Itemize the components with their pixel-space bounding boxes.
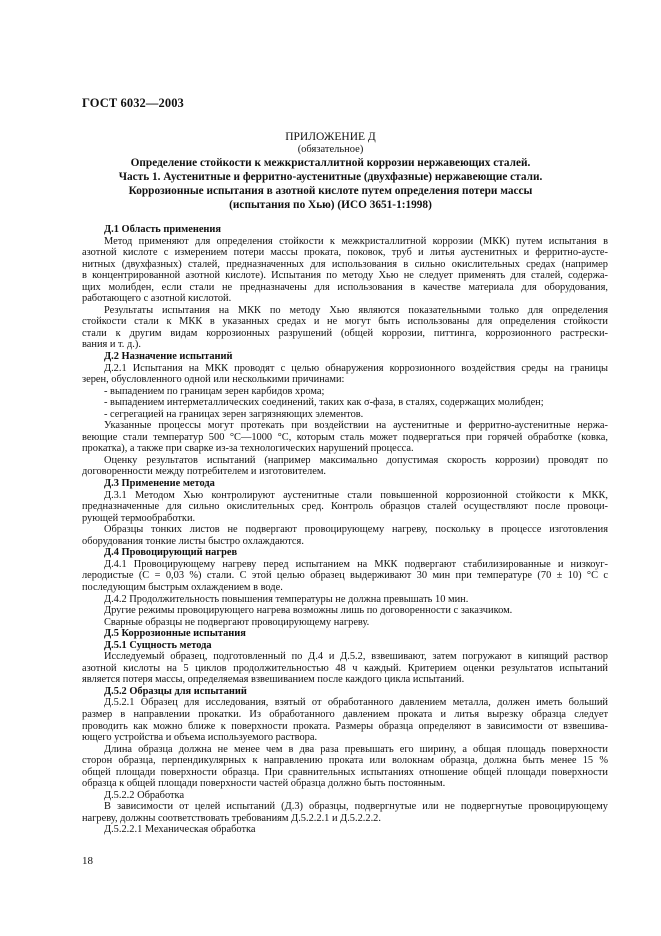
text-line: стали к другим видам коррозионных разрушений (общей коррозии, питтинга, коррозионного растрески-	[82, 327, 608, 339]
text-line: Д.5.2.1 Образец для исследования, взятый от обработанного давлением металла, должен иметь больший	[104, 697, 608, 709]
text-line: образца к общей площади поверхности частей образца должно быть постоянным.	[82, 778, 446, 790]
text-line: Д.4.1 Провоцирующему нагреву перед испытанием на МКК подвергают стабилизированные и низкоуг-	[104, 558, 608, 570]
section-heading: Д.1 Область применения	[104, 224, 222, 235]
text-line: Указанные процессы могут протекать при воздействии на аустенитные и ферритно-аустенитные нержа-	[104, 420, 608, 432]
text-line: зерен, обусловленного одной или несколькими причинами:	[82, 374, 345, 386]
section-heading: Д.5.2 Образцы для испытаний	[104, 685, 247, 697]
section-heading: Д.5 Коррозионные испытания	[104, 628, 246, 640]
text-line: леродистые (С = 0,03 %) стали. С этой целью образец выдерживают 30 мин при температуре (70 ± 10) °С с	[82, 570, 608, 582]
text-line: - выпадением по границам зерен карбидов хрома;	[104, 385, 325, 397]
text-line: Оценку результатов испытаний (например максимально допустимая скорость коррозии) проводят по	[104, 454, 608, 466]
title-line: Коррозионные испытания в азотной кислоте путем определения потери массы	[128, 185, 533, 197]
text-line: Результаты испытания на МКК по методу Хью являются показательными только для определения	[104, 304, 608, 316]
text-line: нитных (двухфазных) сталей, предназначенных для использования в сильно окислительных средах (например	[82, 258, 608, 270]
text-line: является потеря массы, определяемая взвешиванием после каждого цикла испытаний.	[82, 674, 465, 686]
text-line: Другие режимы провоцирующего нагрева возможны лишь по договоренности с заказчиком.	[104, 605, 513, 617]
text-line: сторон образца, перпендикулярных к направлению проката или волокнам образца, должна быть менее 15 %	[82, 755, 608, 767]
text-line: стойкости стали к МКК в указанных средах и не могут быть использованы для определения стойкости	[82, 316, 608, 328]
text-line: Д.4.2 Продолжительность повышения температуры не должна превышать 10 мин.	[104, 593, 469, 605]
text-line: размер в направлении прокатки. Из обработанного давлением проката и литья вырезку образца следует	[82, 708, 608, 720]
text-line: - выпадением интерметаллических соединений, таких как σ-фаза, в сталях, содержащих молибден;	[104, 397, 544, 409]
text-line: Д.5.2.2 Обработка	[104, 789, 185, 801]
section-heading: Д.4 Провоцирующий нагрев	[104, 547, 238, 559]
title-line: Определение стойкости к межкристаллитной коррозии нержавеющих сталей.	[130, 157, 531, 169]
text-line: Д.2.1 Испытания на МКК проводят с целью обнаружения коррозионного воздействия среды на границы	[104, 362, 608, 374]
text-line: азотной кислоте с измерением потери массы проката, поковок, труб и литья аустенитных и ферритно-аусте-	[82, 247, 608, 259]
text-line: общей площади поверхности образца. При сравнительных испытаниях отношение общей площади поверхности	[82, 766, 608, 778]
text-line: оборудования тонкие листы быстро охлаждаются.	[82, 535, 304, 547]
section-heading: Д.2 Назначение испытаний	[104, 351, 233, 363]
text-line: прокатка), а также при сварке из-за технологических нарушений процесса.	[82, 443, 414, 455]
text-line: работающего с азотной кислотой.	[82, 293, 232, 305]
page-number: 18	[82, 855, 93, 867]
section-heading: Д.5.1 Сущность метода	[104, 639, 212, 651]
text-line: последующим быстрым охлаждением в воде.	[82, 581, 283, 593]
text-line: проводить как можно ближе к поверхности проката. Размеры образца определяют в зависимости от взвешива-	[82, 720, 608, 732]
document-body	[82, 224, 608, 836]
text-line: вания и т. д.).	[82, 339, 141, 351]
text-line: Д.5.2.2.1 Механическая обработка	[104, 824, 256, 836]
text-line: Длина образца должна не менее чем в два раза превышать его ширину, а общая площадь поверхности	[104, 743, 608, 755]
appendix-status: (обязательное)	[297, 144, 364, 155]
text-line: предназначенные для сильно окислительных сред. Контроль образцов сталей осуществляют после провоци-	[82, 501, 608, 513]
text-line: Метод применяют для определения стойкости к межкристаллитной коррозии (МКК) путем испытания в	[104, 235, 608, 247]
text-line: нагреву, должны соответствовать требованиям Д.5.2.2.1 и Д.5.2.2.2.	[82, 812, 381, 824]
document-code-header: ГОСТ 6032—2003	[82, 96, 184, 110]
text-line: Д.3.1 Методом Хью контролируют аустенитные стали повышенной коррозионной стойкости к МКК,	[104, 489, 608, 501]
text-line: азотной кислоты на 5 циклов продолжительностью 48 ч каждый. Критерием оценки результатов испытаний	[82, 662, 608, 674]
text-line: щих молибден, если стали не предназначены для использования в качестве материала для оборудования,	[82, 281, 608, 293]
text-line: рующей термообработки.	[82, 512, 196, 524]
section-heading: Д.3 Применение метода	[104, 478, 215, 490]
title-line: Часть 1. Аустенитные и ферритно-аустенитные (двухфазные) нержавеющие стали.	[118, 171, 543, 183]
title-line: (испытания по Хью) (ИСО 3651-1:1998)	[229, 199, 432, 211]
text-line: ющего устройства и объема используемого раствора.	[82, 732, 318, 744]
text-line: в концентрированной азотной кислоте). Испытания по методу Хью не следует применять для сталей, содержа-	[82, 270, 608, 282]
text-line: В зависимости от целей испытаний (Д.3) образцы, подвергнутые или не подвергнутые провоцирующему	[104, 801, 608, 813]
appendix-title	[0, 156, 661, 212]
text-line: договоренности между потребителем и изготовителем.	[82, 466, 326, 478]
text-line: веющие стали температур 500 °С—1000 °С, которым сталь может подвергаться при горячей обработке (ковка,	[82, 431, 608, 443]
text-line: Исследуемый образец, подготовленный по Д.4 и Д.5.2, взвешивают, затем погружают в кипящий раствор	[104, 651, 608, 663]
text-line: Образцы тонких листов не подвергают провоцирующему нагреву, поскольку в процессе изготовления	[104, 524, 608, 536]
text-line: Сварные образцы не подвергают провоцирующему нагреву.	[104, 616, 370, 628]
text-line: - сегрегацией на границах зерен загрязняющих элементов.	[104, 408, 364, 420]
appendix-label: ПРИЛОЖЕНИЕ Д	[285, 131, 376, 143]
